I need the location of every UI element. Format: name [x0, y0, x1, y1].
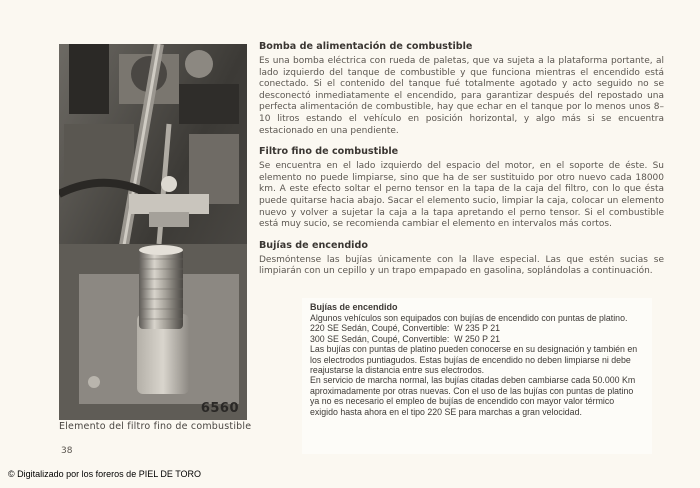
- figure-caption: Elemento del filtro fino de combustible: [59, 421, 252, 432]
- note-paragraph: Las bujías con puntas de platino pueden conocerse en su designación y también en los electrodos puntiagudos. Estas bujías de encendido no deben limpiarse ni debe reajustarse la distancia entre sus electrodos.: [310, 344, 638, 376]
- engine-illustration: [59, 44, 247, 420]
- section-text: Desmóntense las bujías únicamente con la llave especial. Las que estén sucias se limpiarán con un cepillo y un trapo empapado en gasolina, soplándolas a continuación.: [259, 254, 664, 277]
- figure-number: 6560: [200, 401, 239, 416]
- note-intro: Algunos vehículos son equipados con bujías de encendido con puntas de platino.: [310, 313, 628, 323]
- note-paragraph: En servicio de marcha normal, las bujías citadas deben cambiarse cada 50.000 Km aproximadamente por otras nuevas. Con el uso de las bujías con puntas de platino ya no es necesario el empleo de bujías de encendido con mayor valor térmico exigido hasta ahora en el tipo 220 SE para marchas a gran velocidad.: [310, 375, 636, 417]
- spark-plug-note: [302, 298, 652, 454]
- section-fuel-filter: [259, 146, 664, 231]
- section-fuel-pump: [259, 41, 664, 137]
- note-model-line: 220 SE Sedán, Coupé, Convertible: W 235 P 21: [310, 323, 501, 334]
- section-text: Es una bomba eléctrica con rueda de paletas, que va sujeta a la plataforma portante, al lado izquierdo del tanque de combustible y que funciona mientras el encendido está conectado. Si el contenido del tanque fué totalmente agotado y acto seguido no se desconectó inmediatamente el encendido, para garantizar después del repostado una perfecta alimentación de combustible, hay que echar en el tanque por lo menos unos 8–10 litros estando el vehículo en posición horizontal, y algo más si se encuentra estacionado en una pendiente.: [259, 56, 664, 136]
- note-title: Bujías de encendido: [310, 302, 398, 312]
- digitization-credit: © Digitalizado por los foreros de PIEL DE TORO: [8, 469, 202, 479]
- main-text-column: [259, 41, 664, 278]
- section-title: Bomba de alimentación de combustible: [259, 41, 473, 52]
- section-text: Se encuentra en el lado izquierdo del espacio del motor, en el soporte de éste. Su elemento no puede limpiarse, sino que ha de ser sustituido por otro nuevo cada 18000 km. A este efecto soltar el perno tensor en la tapa de la caja del filtro, con lo que ésta puede quitarse hacia abajo. Sacar el elemento sucio, limpiar la caja, colocar un elemento nuevo y volver a sujetar la caja a la tapa apretando el perno tensor. Si el combustible está muy sucio, se recomienda cambiar el elemento en intervalos más cortos.: [259, 161, 664, 230]
- page-number: 38: [61, 446, 73, 456]
- section-spark-plugs: [259, 240, 664, 278]
- fuel-filter-photo: [59, 44, 247, 420]
- note-model-line: 300 SE Sedán, Coupé, Convertible: W 250 P 21: [310, 333, 501, 344]
- section-title: Bujías de encendido: [259, 239, 368, 251]
- section-title: Filtro fino de combustible: [259, 146, 399, 158]
